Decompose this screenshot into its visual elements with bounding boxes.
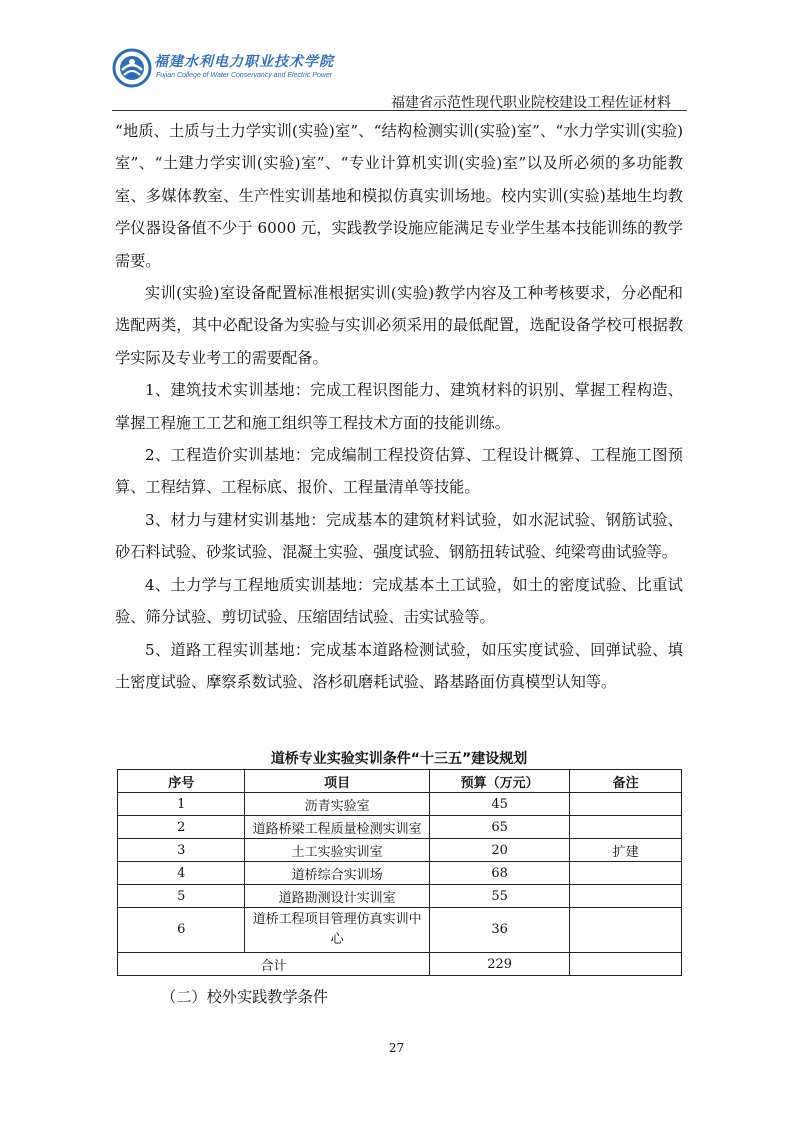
cell-item: 道桥综合实训场 xyxy=(245,862,430,885)
header-note: 备注 xyxy=(570,770,682,793)
document-header-title: 福建省示范性现代职业院校建设工程佐证材料 xyxy=(391,95,671,111)
construction-plan-table xyxy=(117,769,682,976)
page-number: 27 xyxy=(388,1041,405,1055)
page-header xyxy=(112,40,687,111)
cell-no: 2 xyxy=(118,816,245,839)
table-total-row xyxy=(118,953,682,976)
logo-english-text: Fujian College of Water Conservancy and Electric Power xyxy=(156,72,333,79)
cell-item: 道路勘测设计实训室 xyxy=(245,885,430,908)
cell-item: 沥青实验室 xyxy=(245,793,430,816)
cell-note: 扩建 xyxy=(570,839,682,862)
paragraph-cost-base: 2、工程造价实训基地：完成编制工程投资估算、工程设计概算、工程施工图预算、工程结算、工程标底、报价、工程量清单等技能。 xyxy=(115,446,683,497)
table-row xyxy=(118,908,682,953)
cell-note xyxy=(570,793,682,816)
table-row xyxy=(118,816,682,839)
cell-no: 5 xyxy=(118,885,245,908)
cell-budget: 65 xyxy=(429,816,569,839)
paragraph-soil-mechanics-base: 4、土力学与工程地质实训基地：完成基本土工试验，如土的密度试验、比重试验、筛分试验、剪切试验、压缩固结试验、击实试验等。 xyxy=(115,575,683,627)
logo-chinese-text: 福建水利电力职业技术学院 xyxy=(154,54,334,70)
header-no: 序号 xyxy=(118,770,245,793)
section-subheading: （二）校外实践教学条件 xyxy=(161,988,329,1006)
cell-item: 道路桥梁工程质量检测实训室 xyxy=(245,816,430,839)
cell-budget: 55 xyxy=(429,885,569,908)
table-header-row xyxy=(118,770,682,793)
cell-note xyxy=(570,885,682,908)
cell-note xyxy=(570,862,682,885)
cell-no: 1 xyxy=(118,793,245,816)
table-row xyxy=(118,885,682,908)
total-label: 合计 xyxy=(118,953,430,976)
header-budget: 预算（万元） xyxy=(429,770,569,793)
body-text xyxy=(115,115,683,698)
cell-item: 土工实验实训室 xyxy=(245,839,430,862)
table-caption: 道桥专业实验实训条件“十三五”建设规划 xyxy=(270,751,528,767)
paragraph-road-engineering-base: 5、道路工程实训基地：完成基本道路检测试验，如压实度试验、回弹试验、填土密度试验、摩察系数试验、洛杉矶磨耗试验、路基路面仿真模型认知等。 xyxy=(115,640,683,691)
table-row xyxy=(118,839,682,862)
cell-budget: 68 xyxy=(429,862,569,885)
cell-budget: 36 xyxy=(429,908,569,953)
paragraph-continued: “地质、土质与土力学实训(实验)室”、“结构检测实训(实验)室”、“水力学实训(实验)室”、“土建力学实训(实验)室”、“专业计算机实训(实验)室”以及所必须的多功能教室、多媒体教室、生产性实训基地和模拟仿真实训场地。校内实训(实验)基地生均教学仪器设备值不少于 6000 元，实践教学设施应能满足专业学生基本技能训练的教学需要。 xyxy=(115,122,683,270)
cell-no: 4 xyxy=(118,862,245,885)
total-note xyxy=(570,953,682,976)
cell-no: 3 xyxy=(118,839,245,862)
cell-budget: 45 xyxy=(429,793,569,816)
cell-item: 道桥工程项目管理仿真实训中心 xyxy=(245,908,430,953)
table-row xyxy=(118,862,682,885)
header-item: 项目 xyxy=(245,770,430,793)
college-emblem-icon xyxy=(112,48,152,88)
paragraph-building-tech-base: 1、建筑技术实训基地：完成工程识图能力、建筑材料的识别、掌握工程构造、掌握工程施工工艺和施工组织等工程技术方面的技能训练。 xyxy=(115,381,683,432)
table-row xyxy=(118,793,682,816)
total-value: 229 xyxy=(429,953,569,976)
cell-note xyxy=(570,908,682,953)
paragraph-equipment-standard: 实训(实验)室设备配置标准根据实训(实验)教学内容及工种考核要求，分必配和选配两类，其中必配设备为实验与实训必须采用的最低配置，选配设备学校可根据教学实际及专业考工的需要配备。 xyxy=(115,284,683,367)
paragraph-materials-base: 3、材力与建材实训基地：完成基本的建筑材料试验，如水泥试验、钢筋试验、砂石料试验、砂浆试验、混凝土实验、强度试验、钢筋扭转试验、纯梁弯曲试验等。 xyxy=(115,510,683,562)
cell-no: 6 xyxy=(118,908,245,953)
cell-budget: 20 xyxy=(429,839,569,862)
cell-note xyxy=(570,816,682,839)
header-divider xyxy=(112,110,687,111)
college-logo xyxy=(112,48,412,88)
